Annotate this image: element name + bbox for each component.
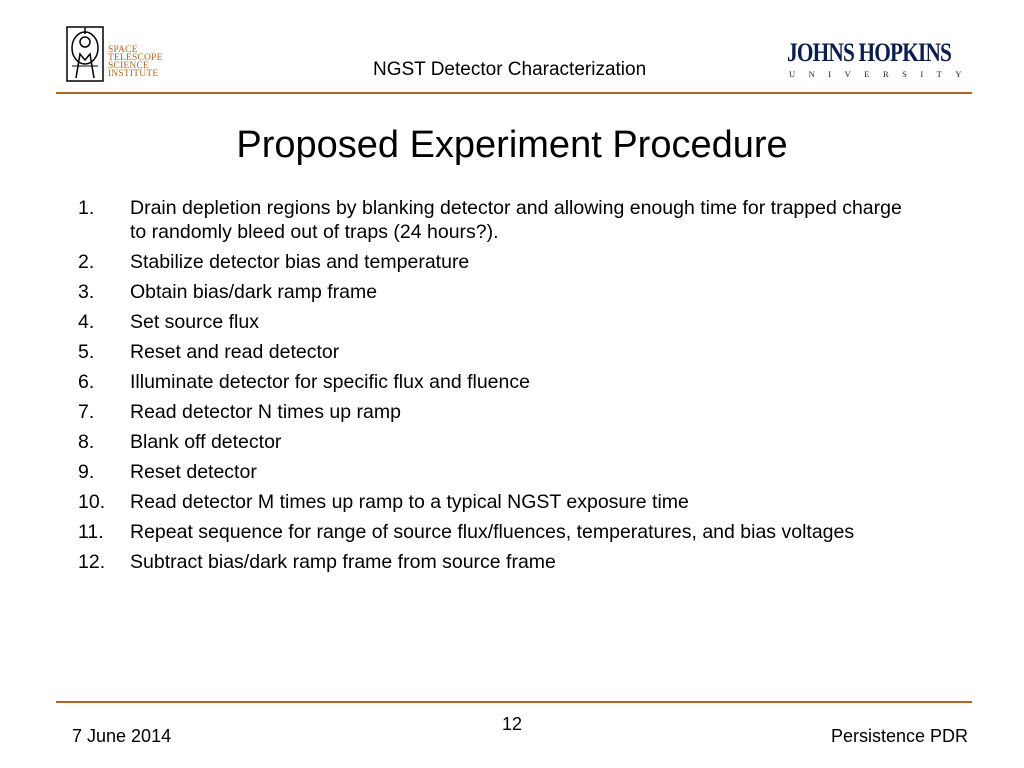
list-item: [78, 490, 908, 514]
list-item-text: Blank off detector: [130, 431, 282, 453]
list-item: [78, 250, 908, 274]
list-item-number: 11.: [78, 521, 104, 543]
list-item-text: Reset and read detector: [130, 341, 340, 363]
header-divider: [56, 92, 972, 94]
list-item-text: Read detector N times up ramp: [130, 401, 401, 423]
list-item: [78, 280, 908, 304]
list-item: [78, 460, 908, 484]
list-item: [78, 430, 908, 454]
list-item: [78, 340, 908, 364]
list-item-text: Subtract bias/dark ramp frame from source frame: [130, 551, 556, 573]
footer-date: 7 June 2014: [72, 726, 172, 746]
jhu-logo: [787, 38, 975, 79]
stsci-wordmark: SPACE TELESCOPE SCIENCE INSTITUTE: [108, 45, 163, 79]
jhu-university: UNIVERSITY: [789, 69, 975, 79]
jhu-name: JOHNS HOPKINS: [787, 38, 952, 67]
list-item-number: 8.: [78, 431, 95, 453]
slide-title: Proposed Experiment Procedure: [236, 124, 788, 166]
list-item-number: 9.: [78, 461, 95, 483]
procedure-list: [78, 196, 908, 580]
list-item-number: 6.: [78, 371, 95, 393]
list-item-number: 2.: [78, 251, 95, 273]
list-item-text: Illuminate detector for specific flux and fluence: [130, 371, 530, 393]
list-item-text: Drain depletion regions by blanking detector and allowing enough time for trapped charge to randomly bleed out of traps (24 hours?).: [130, 197, 902, 243]
list-item-number: 1.: [78, 197, 95, 219]
stsci-emblem-icon: [66, 26, 106, 84]
list-item: [78, 370, 908, 394]
list-item-number: 10.: [78, 491, 106, 513]
list-item-text: Repeat sequence for range of source flux/fluences, temperatures, and bias voltages: [130, 521, 855, 543]
list-item: [78, 310, 908, 334]
list-item-text: Obtain bias/dark ramp frame: [130, 281, 378, 303]
list-item-number: 7.: [78, 401, 95, 423]
list-item-number: 4.: [78, 311, 95, 333]
header-title: NGST Detector Characterization: [373, 59, 647, 80]
list-item-number: 12.: [78, 551, 106, 573]
list-item: [78, 520, 908, 544]
list-item-text: Reset detector: [130, 461, 257, 483]
footer-presentation-name: Persistence PDR: [830, 726, 968, 746]
list-item: [78, 550, 908, 574]
list-item-text: Read detector M times up ramp to a typical NGST exposure time: [130, 491, 689, 513]
list-item: [78, 400, 908, 424]
list-item: [78, 196, 908, 244]
footer-divider: [56, 701, 972, 703]
list-item-number: 3.: [78, 281, 95, 303]
list-item-number: 5.: [78, 341, 95, 363]
page-number: 12: [501, 714, 523, 734]
list-item-text: Set source flux: [130, 311, 259, 333]
stsci-logo: [66, 26, 178, 86]
list-item-text: Stabilize detector bias and temperature: [130, 251, 470, 273]
slide-header: [0, 0, 1024, 100]
